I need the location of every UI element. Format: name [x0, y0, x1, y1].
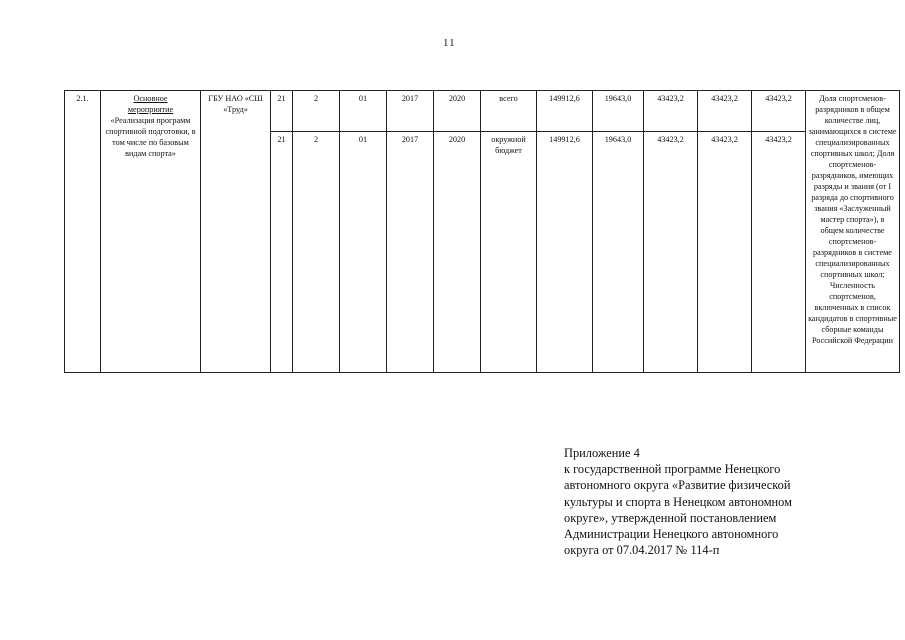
amount-cell: 19643,0 — [593, 91, 644, 132]
activity-title-line2: мероприятие — [127, 105, 174, 114]
item-number-cell: 2.1. — [65, 91, 101, 373]
funding-source-cell: всего — [481, 91, 537, 132]
code2-cell: 2 — [293, 91, 340, 132]
activity-description: «Реализация программ спортивной подготовки, в том числе по базовым видам спорта» — [105, 116, 196, 158]
indicators-cell: Доля спортсменов-разрядников в общем количестве лиц, занимающихся в системе специализированных спортивных школ; Доля спортсменов-разрядников, имеющих разряды и звания (от I разряда до спортивного звания «Заслуженный мастер спорта»), в общем количестве спортсменов-разрядников в системе специализированных спортивных школ; Численность спортсменов, включенных в список кандидатов в спортивные сборные команды Российской Федерации — [806, 91, 900, 373]
table-row — [65, 91, 900, 132]
amount-cell: 43423,2 — [644, 91, 698, 132]
activity-name-cell — [101, 91, 201, 373]
total-cell: 149912,6 — [537, 132, 593, 373]
amount-cell: 43423,2 — [752, 132, 806, 373]
total-cell: 149912,6 — [537, 91, 593, 132]
appendix-line: к государственной программе Ненецкого — [564, 462, 781, 477]
executor-cell: ГБУ НАО «СШ «Труд» — [201, 91, 271, 373]
appendix-line: Администрации Ненецкого автономного — [564, 527, 779, 542]
appendix-line: округе», утвержденной постановлением — [564, 510, 777, 525]
amount-cell: 19643,0 — [593, 132, 644, 373]
page-number: 11 — [443, 37, 456, 49]
code1-cell: 21 — [271, 132, 293, 373]
amount-cell: 43423,2 — [644, 132, 698, 373]
appendix-line: округа от 07.04.2017 № 114-п — [564, 543, 720, 558]
year-start-cell: 2017 — [387, 91, 434, 132]
year-end-cell: 2020 — [434, 132, 481, 373]
appendix-line: культуры и спорта в Ненецком автономном — [564, 494, 792, 509]
amount-cell: 43423,2 — [698, 91, 752, 132]
code3-cell: 01 — [340, 132, 387, 373]
code1-cell: 21 — [271, 91, 293, 132]
appendix-line: автономного округа «Развитие физической — [564, 478, 791, 493]
year-end-cell: 2020 — [434, 91, 481, 132]
amount-cell: 43423,2 — [698, 132, 752, 373]
funding-source-cell: окружной бюджет — [481, 132, 537, 373]
program-activities-table — [64, 90, 900, 373]
appendix-heading — [564, 445, 854, 558]
year-start-cell: 2017 — [387, 132, 434, 373]
code2-cell: 2 — [293, 132, 340, 373]
code3-cell: 01 — [340, 91, 387, 132]
appendix-line: Приложение 4 — [564, 446, 640, 460]
activity-title-line1: Основное — [133, 94, 168, 103]
amount-cell: 43423,2 — [752, 91, 806, 132]
